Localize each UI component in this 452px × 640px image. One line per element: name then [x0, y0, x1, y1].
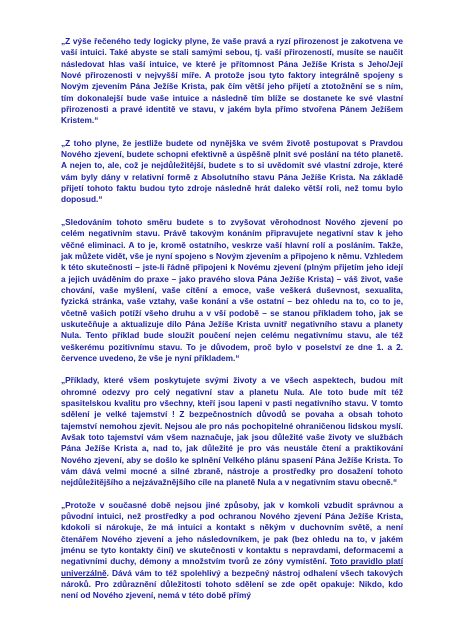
paragraph-4: „Příklady, které všem poskytujete svými životy a ve všech aspektech, budou mít ohromné odezvy pro celý negativní stav a planetu Nula. Ale toto bude mít též spasitelskou kvalitu pro všechny, kteří jsou lapeni v pasti negativního stavu. V tomto sdělení je velké tajemství ! Z bezpečnostních důvodů se povaha a obsah tohoto tajemství nemohou zjevit. Nejsou ale pro nás pochopitelné ohraničenou lidskou myslí. Avšak toto tajemství vám všem naznačuje, jak jsou důležité vaše životy ve službách Pána Ježíše Krista a, nad to, jak důležité je pro vás neustále čtení a praktikování Nového zjevení, aby se došlo ke splnění Velkého plánu spasení Pána Ježíše Krista. To vám dává velmi mocné a silné zbraně, nástroje a prostředky pro dosažení tohoto nejdůležitějšího a nejzávažnějšího cíle na planetě Nula a v negativním stavu obecně.“ — [61, 375, 403, 488]
paragraph-5-text-end: . Dává vám to též spolehlivý a bezpečný nástroj odhalení všech takových nároků. Pro zdůraznění důležitosti tohoto sdělení se zde opět opakuje: Nikdo, kdo není od Nového zjevení, nemá v této době přímý — [61, 567, 403, 601]
paragraph-5 — [61, 500, 403, 602]
document-body — [61, 36, 403, 613]
paragraph-2: „Z toho plyne, že jestliže budete od nynějška ve svém životě postupovat s Pravdou Nového zjevení, budete schopni efektivně a úspěšně plnit své poslání na této planetě. A nejen to, ale, což je nejdůležitější, budete s to si uvědomit své vlastní zdroje, které vám byly dány v relativní formě z Absolutního stavu Pána Ježíše Krista. Na základě přijetí tohoto faktu budou tyto zdroje následně hrát daleko větší roli, než tomu bylo doposud.“ — [61, 137, 403, 205]
paragraph-1: „Z výše řečeného tedy logicky plyne, že vaše pravá a ryzí přirozenost je zakotvena ve vaší intuici. Také abyste se stali samými sebou, tj. vaší přirozeností, musíte se naučit následovat hlas vaší intuice, ve které je přítomnost Pána Ježíše Krista s Jeho/Její Nové přirozenosti v nejvyšší míře. A protože jsou tyto faktory integrálně spojeny s Novým zjevením Pána Ježíše Krista, pak čím větší jeho přijetí a ztotožnění se s ním, tím dokonalejší bude vaše intuice a následně tím blíže se dostanete ke své vlastní přirozenosti a pravé identitě ve stavu, v jakém byla přímo stvořena Pánem Ježíšem Kristem.“ — [61, 36, 403, 126]
paragraph-5-text-start: „Protože v současné době nejsou jiné způsoby, jak v komkoli vzbudit správnou a původní intuici, než prostředky a pod ochranou Nového zjevení Pána Ježíše Krista, kdokoli si nárokuje, že má intuici a kontakt s někým v duchovním světě, a není čtenářem Nového zjevení a jeho následovníkem, je pak (bez ohledu na to, v jakém jménu se tyto kontakty činí) ve skutečnosti v kontaktu s nepravdami, deformacemi a negativními duchy, démony a množstvím tvorů ze zóny vymístění. — [61, 499, 403, 567]
underlined-rule-text: Toto pravidlo platí univerzálně — [61, 556, 404, 578]
paragraph-3: „Sledováním tohoto směru budete s to zvyšovat věrohodnost Nového zjevení po celém negativním stavu. Právě takovým konáním připravujete negativní stav k jeho věčné eliminaci. A to je, kromě ostatního, veskrze vaší hlavní rolí a posláním. Takže, jak můžete vidět, vše je nyní spojeno s Novým zjevením a připojeno k němu. Vzhledem k této skutečnosti – jste-li řádně připojeni k Novému zjevení (plným přijetím jeho idejí a jejich uváděním do praxe – jako pravého slova Pána Ježíše Krista) – váš život, vaše chování, vaše myšlení, vaše cítění a emoce, vaše veškerá duševnost, sexualita, fyzická stránka, vaše vztahy, vaše konání a vše ostatní – bez ohledu na to, co to je, včetně vašich potíží všeho druhu a v vší podobě – se stanou příkladem toho, jak se uskutečňuje a aktualizuje dílo Pána Ježíše Krista uvnitř negativního stavu a planety Nula. Tento příklad bude sloužit poučení nejen celému negativnímu stavu, ale též veškerému pozitivnímu stavu. To je důvodem, proč bylo v poselství ze dne 1. a 2. července uvedeno, že vše je nyní příkladem.“ — [61, 216, 403, 363]
